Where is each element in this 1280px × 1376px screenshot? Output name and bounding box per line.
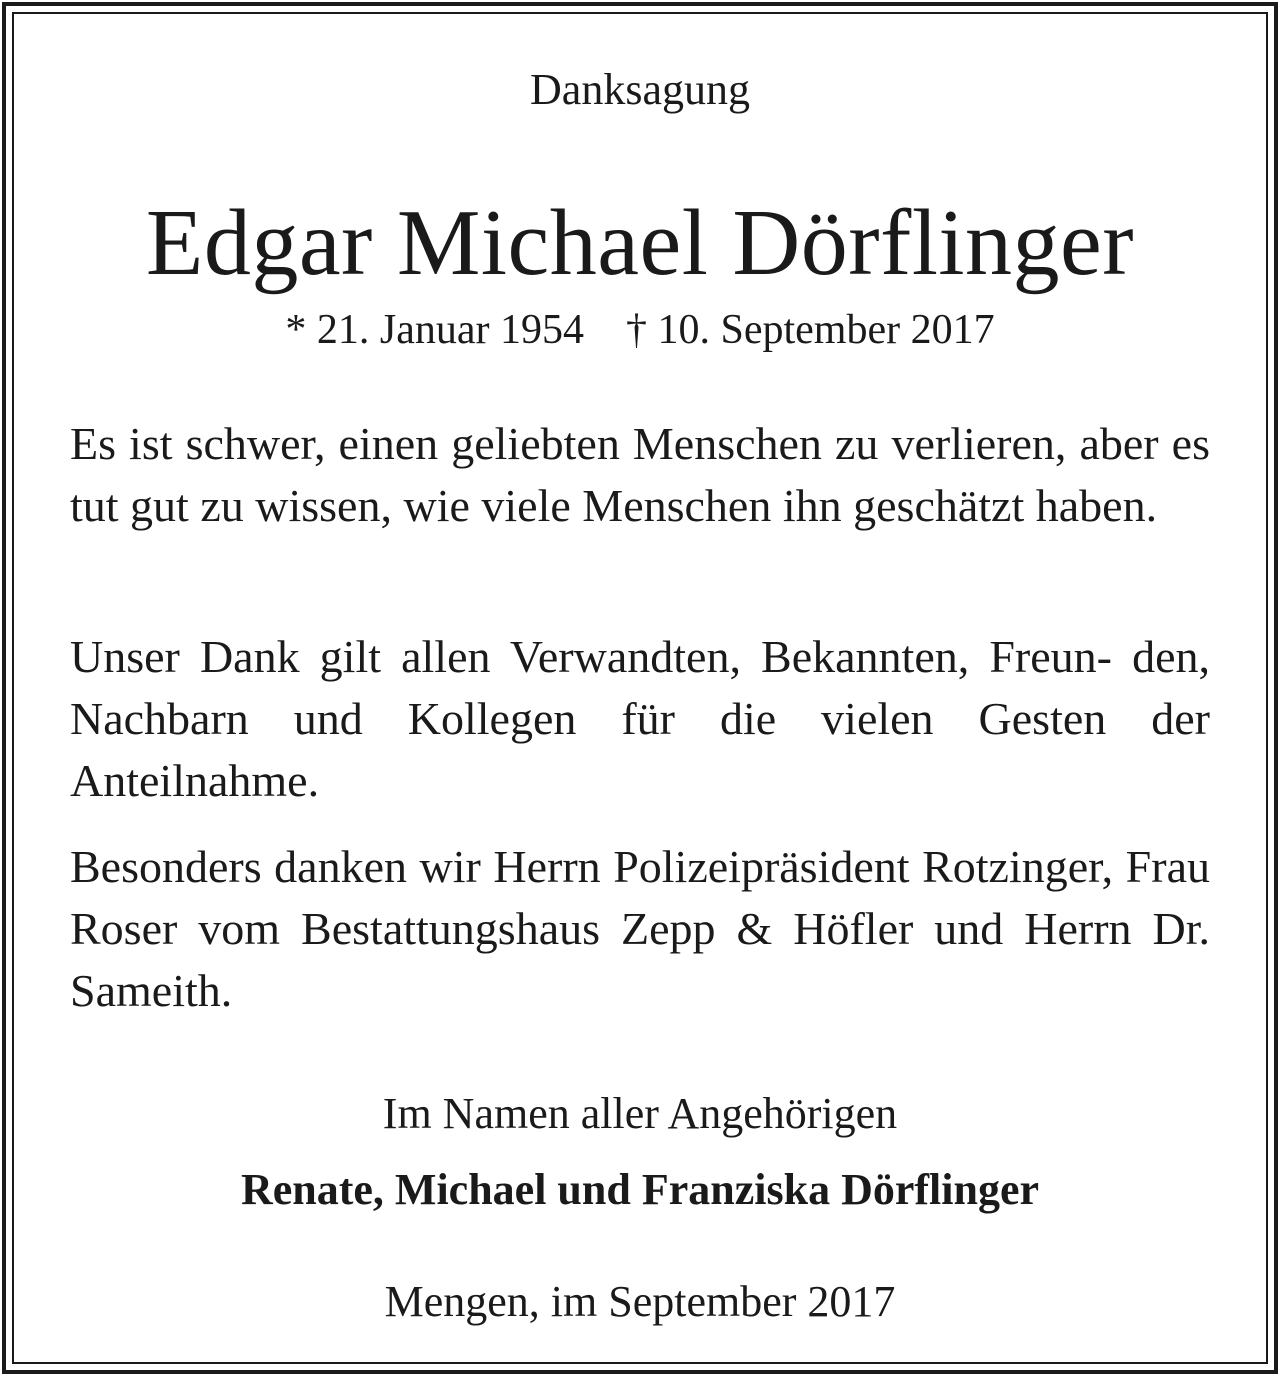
thanks-paragraph-2: Unser Dank gilt allen Verwandten, Bekannten, Freun- den, Nachbarn und Kollegen für die vielen Gesten der Anteilnahme. <box>70 631 1210 806</box>
place-and-date: Mengen, im September 2017 <box>384 1277 896 1326</box>
on-behalf-line: Im Namen aller Angehörigen <box>382 1089 898 1138</box>
notice-header: Danksagung <box>530 65 750 114</box>
life-dates <box>70 304 1210 356</box>
birth-date: * 21. Januar 1954 <box>285 307 584 353</box>
death-date: † 10. September 2017 <box>626 307 995 353</box>
deceased-name: Edgar Michael Dörflinger <box>145 191 1135 295</box>
thanks-paragraph-1: Es ist schwer, einen geliebten Menschen zu verlieren, aber es tut gut zu wissen, wie viele Menschen ihn geschätzt haben. <box>70 418 1210 531</box>
thanks-paragraph-3: Besonders danken wir Herrn Polizeipräsident Rotzinger, Frau Roser vom Bestattungshaus Zepp & Höfler und Herrn Dr. Sameith. <box>70 841 1210 1016</box>
family-names: Renate, Michael und Franziska Dörflinger <box>240 1165 1040 1214</box>
